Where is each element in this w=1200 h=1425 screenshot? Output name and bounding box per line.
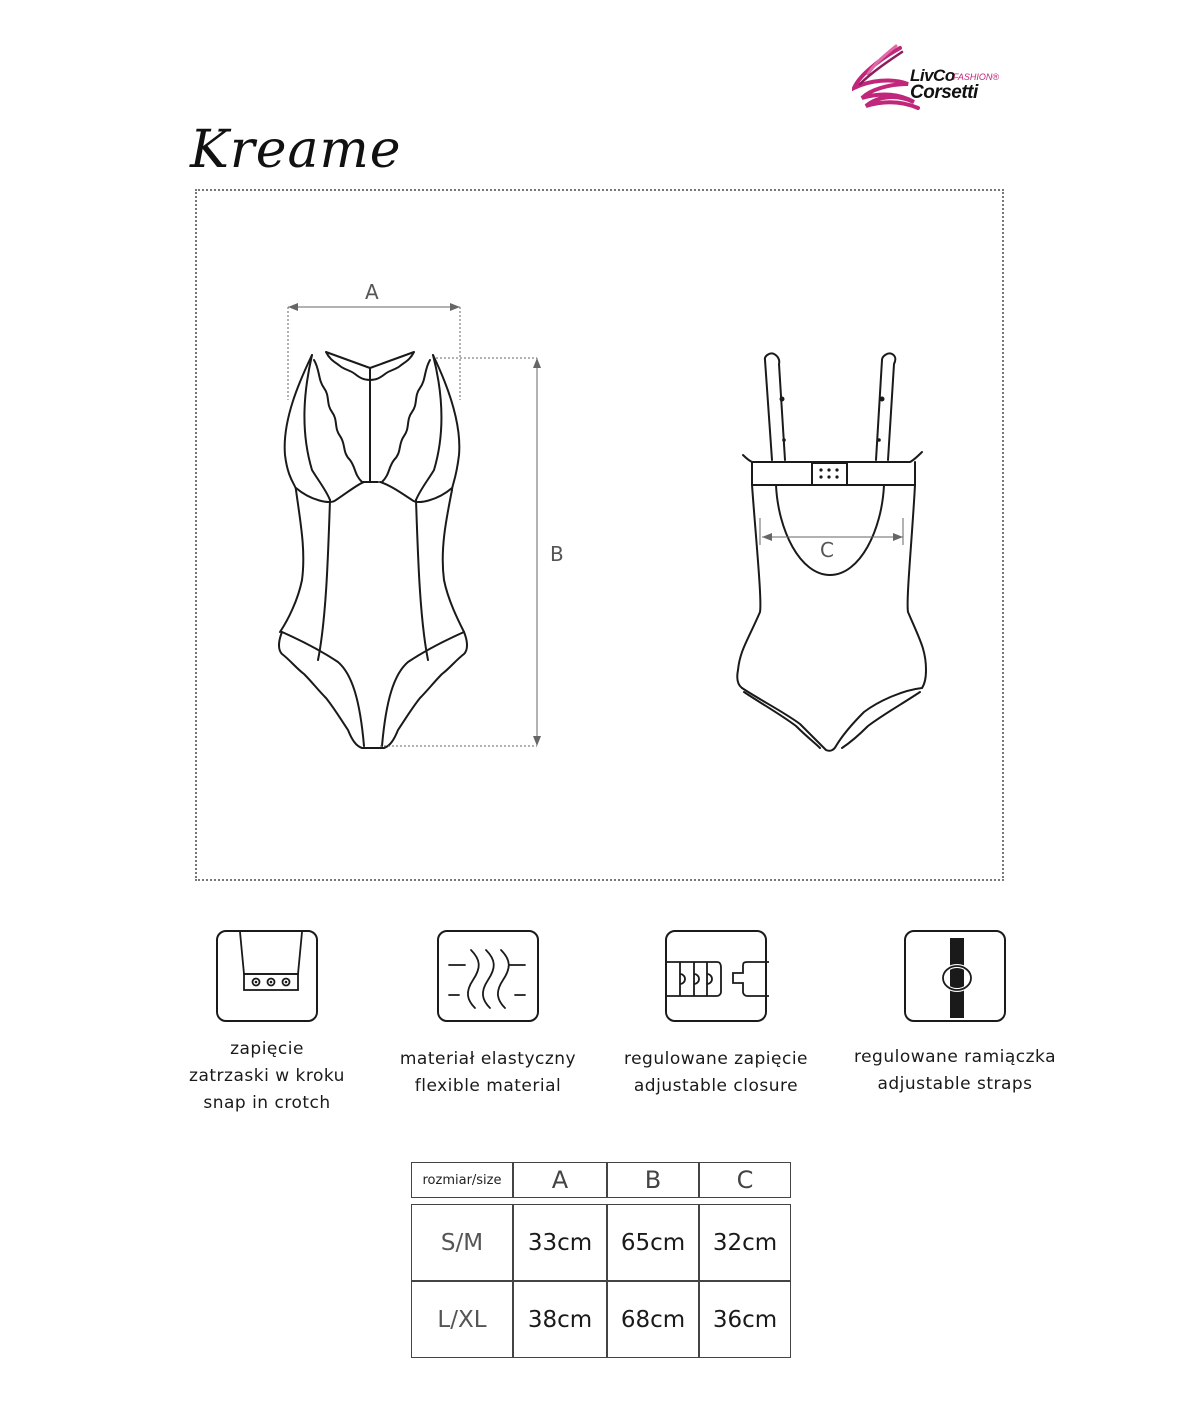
measurement-a-cell: 38cm: [513, 1281, 607, 1358]
size-table-header-size: rozmiar/size: [411, 1162, 513, 1198]
logo-fashion-text: FASHION®: [953, 72, 999, 82]
measurement-b-cell: 65cm: [607, 1204, 699, 1281]
logo-livco-text: LivCo: [910, 66, 955, 85]
size-table-header-a: A: [513, 1162, 607, 1198]
size-cell: L/XL: [411, 1281, 513, 1358]
feature-flexible-material: [368, 930, 608, 1100]
size-table: [411, 1162, 791, 1358]
front-view-drawing: [279, 352, 467, 748]
feature-caption-pl: regulowane zapięcie: [623, 1049, 809, 1069]
feature-caption-en: adjustable straps: [877, 1074, 1033, 1094]
feature-caption-en: adjustable closure: [633, 1076, 799, 1096]
feature-caption-pl: regulowane ramiączka: [853, 1047, 1057, 1067]
feature-adjustable-straps: [835, 930, 1075, 1098]
flexible-material-icon: [437, 930, 539, 1022]
feature-caption-en: flexible material: [414, 1076, 562, 1096]
size-table-header-row: [411, 1162, 791, 1198]
size-cell: S/M: [411, 1204, 513, 1281]
product-title: Kreame: [190, 120, 402, 180]
dimension-label-c: C: [820, 538, 834, 562]
adjustable-closure-icon: [665, 930, 767, 1022]
size-table-header-c: C: [699, 1162, 791, 1198]
table-row: [411, 1204, 791, 1281]
measurement-c-cell: 32cm: [699, 1204, 791, 1281]
measurement-b-cell: 68cm: [607, 1281, 699, 1358]
feature-snap-crotch: [147, 930, 387, 1117]
measurement-a-cell: 33cm: [513, 1204, 607, 1281]
feature-caption-pl-1: zapięcie: [230, 1039, 304, 1059]
snap-crotch-icon: [216, 930, 318, 1022]
logo-corsetti-text: Corsetti: [910, 82, 978, 103]
size-table-header-b: B: [607, 1162, 699, 1198]
dimension-label-b: B: [550, 542, 564, 566]
feature-caption-en: snap in crotch: [203, 1093, 331, 1113]
dimension-label-a: A: [365, 280, 379, 304]
feature-caption-pl-2: zatrzaski w kroku: [189, 1066, 345, 1086]
feature-caption-pl: materiał elastyczny: [399, 1049, 577, 1069]
feature-adjustable-closure: [596, 930, 836, 1100]
measurement-c-cell: 36cm: [699, 1281, 791, 1358]
adjustable-straps-icon: [904, 930, 1006, 1022]
table-row: [411, 1281, 791, 1358]
